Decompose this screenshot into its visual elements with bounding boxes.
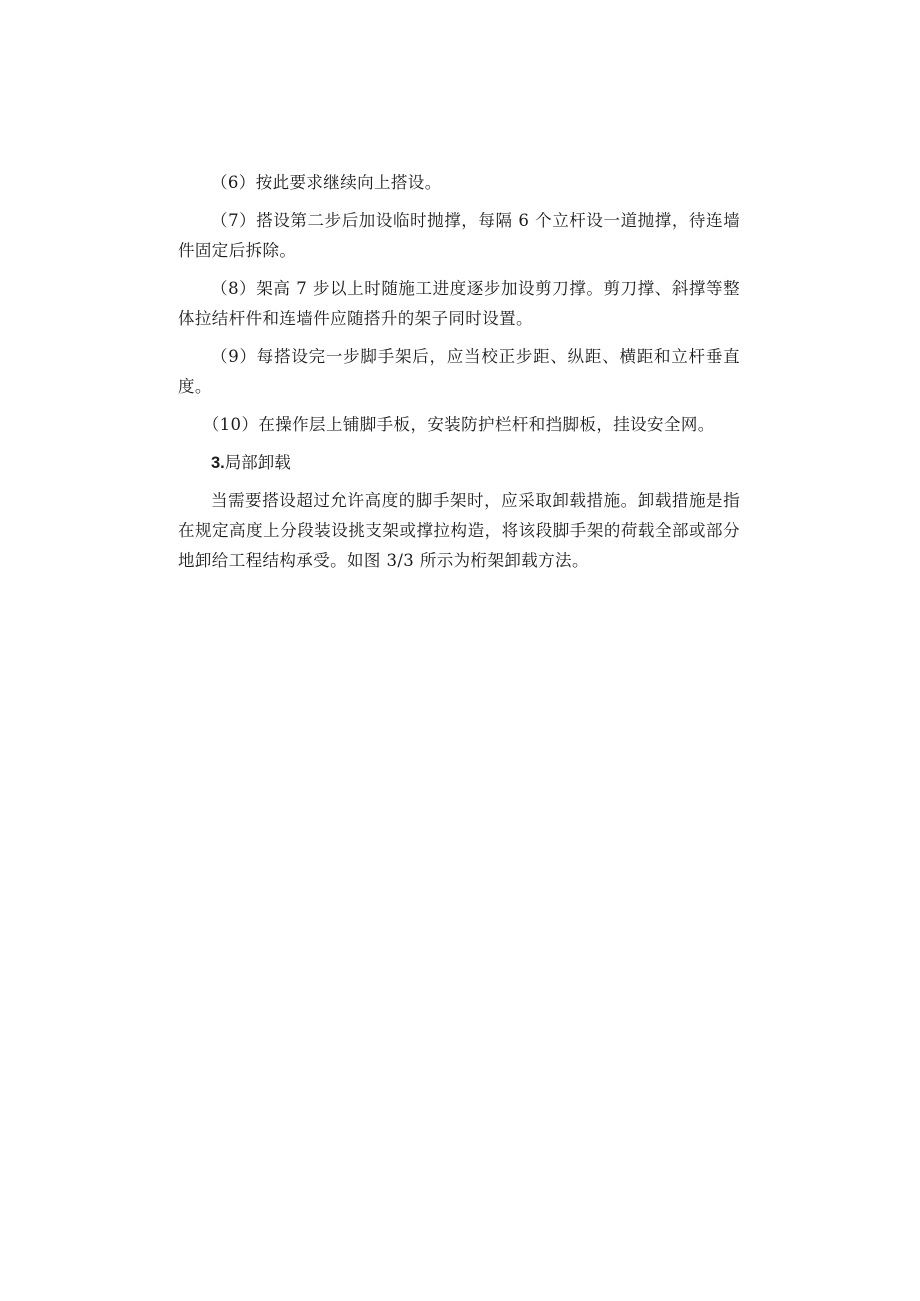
body-paragraph: 当需要搭设超过允许高度的脚手架时，应采取卸载措施。卸载措施是指在规定高度上分段装设挑支架或撑拉构造，将该段脚手架的荷载全部或部分地卸给工程结构承受。如图 3/3 所示为桁架卸载方法。 (178, 491, 740, 570)
list-item-8: （8）架高 7 步以上时随施工进度逐步加设剪刀撑。剪刀撑、斜撑等整体拉结杆件和连墙件应随搭升的架子同时设置。 (178, 279, 740, 328)
section-number: 3. (211, 454, 225, 472)
list-item-7: （7）搭设第二步后加设临时抛撑，每隔 6 个立杆设一道抛撑，待连墙件固定后拆除。 (178, 211, 740, 260)
list-item-10: （10）在操作层上铺脚手板，安装防护栏杆和挡脚板，挂设安全网。 (202, 415, 715, 434)
section-title: 局部卸载 (224, 453, 291, 472)
list-item-6: （6）按此要求继续向上搭设。 (211, 173, 442, 192)
list-item-9: （9）每搭设完一步脚手架后，应当校正步距、纵距、横距和立杆垂直度。 (178, 347, 740, 396)
document-content (178, 168, 740, 576)
section-heading (178, 448, 740, 478)
